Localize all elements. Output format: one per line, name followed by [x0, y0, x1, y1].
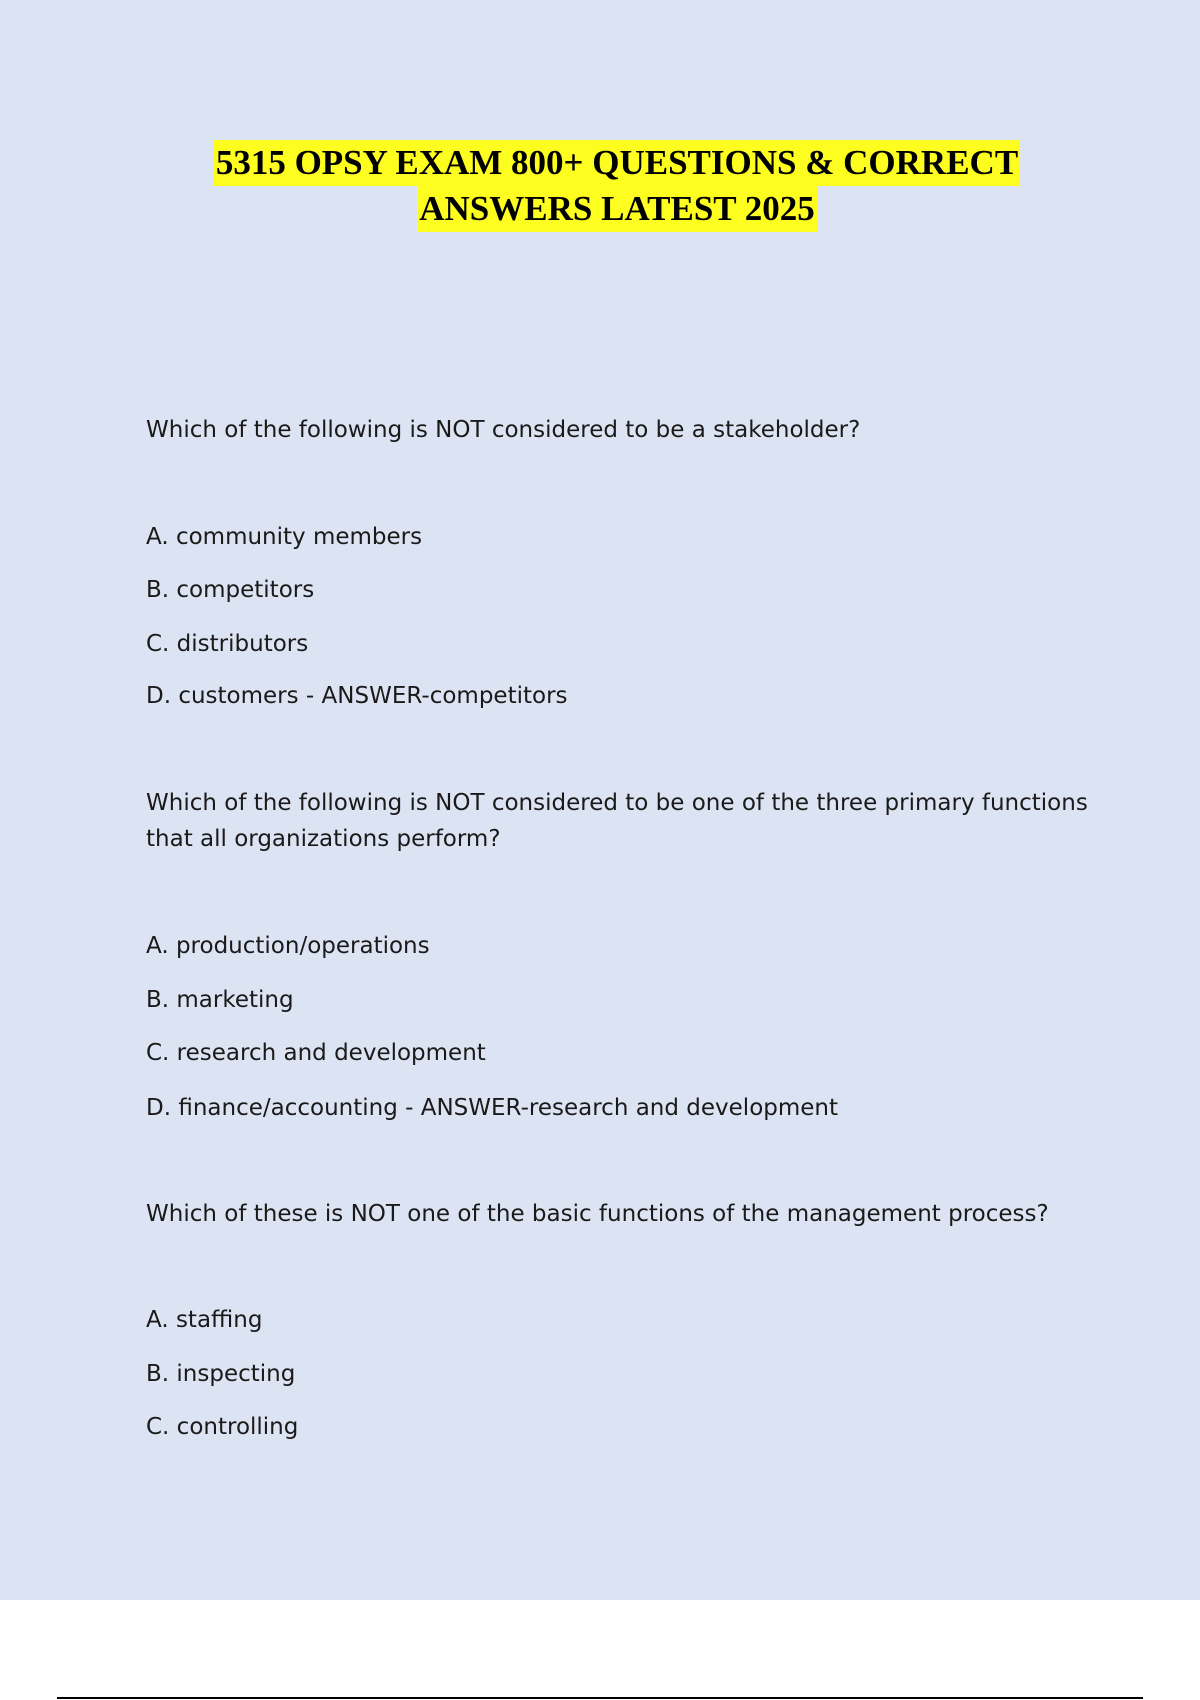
question-2-text-line-1: Which of the following is NOT considered to be one of the three primary functions: [146, 790, 1088, 816]
question-1-option-a: A. community members: [146, 524, 423, 550]
question-3-option-b: B. inspecting: [146, 1361, 296, 1387]
question-1-option-d: D. customers - ANSWER-competitors: [146, 683, 568, 709]
question-2-option-a: A. production/operations: [146, 933, 430, 959]
question-1-option-c: C. distributors: [146, 631, 309, 657]
question-2-text-line-2: that all organizations perform?: [146, 826, 501, 852]
question-2-option-d: D. finance/accounting - ANSWER-research and development: [146, 1095, 839, 1121]
question-1-option-b: B. competitors: [146, 577, 315, 603]
question-1-text: Which of the following is NOT considered to be a stakeholder?: [146, 417, 861, 443]
question-3-text: Which of these is NOT one of the basic functions of the management process?: [146, 1201, 1049, 1227]
title-line-1: 5315 OPSY EXAM 800+ QUESTIONS & CORRECT: [214, 140, 1020, 186]
title-line-2: ANSWERS LATEST 2025: [417, 186, 817, 232]
question-3-option-c: C. controlling: [146, 1414, 299, 1440]
question-2-option-c: C. research and development: [146, 1040, 486, 1066]
question-3-option-a: A. staffing: [146, 1307, 263, 1333]
question-2-option-b: B. marketing: [146, 987, 294, 1013]
document-title: [0, 140, 1200, 232]
page-divider: [57, 1697, 1143, 1699]
